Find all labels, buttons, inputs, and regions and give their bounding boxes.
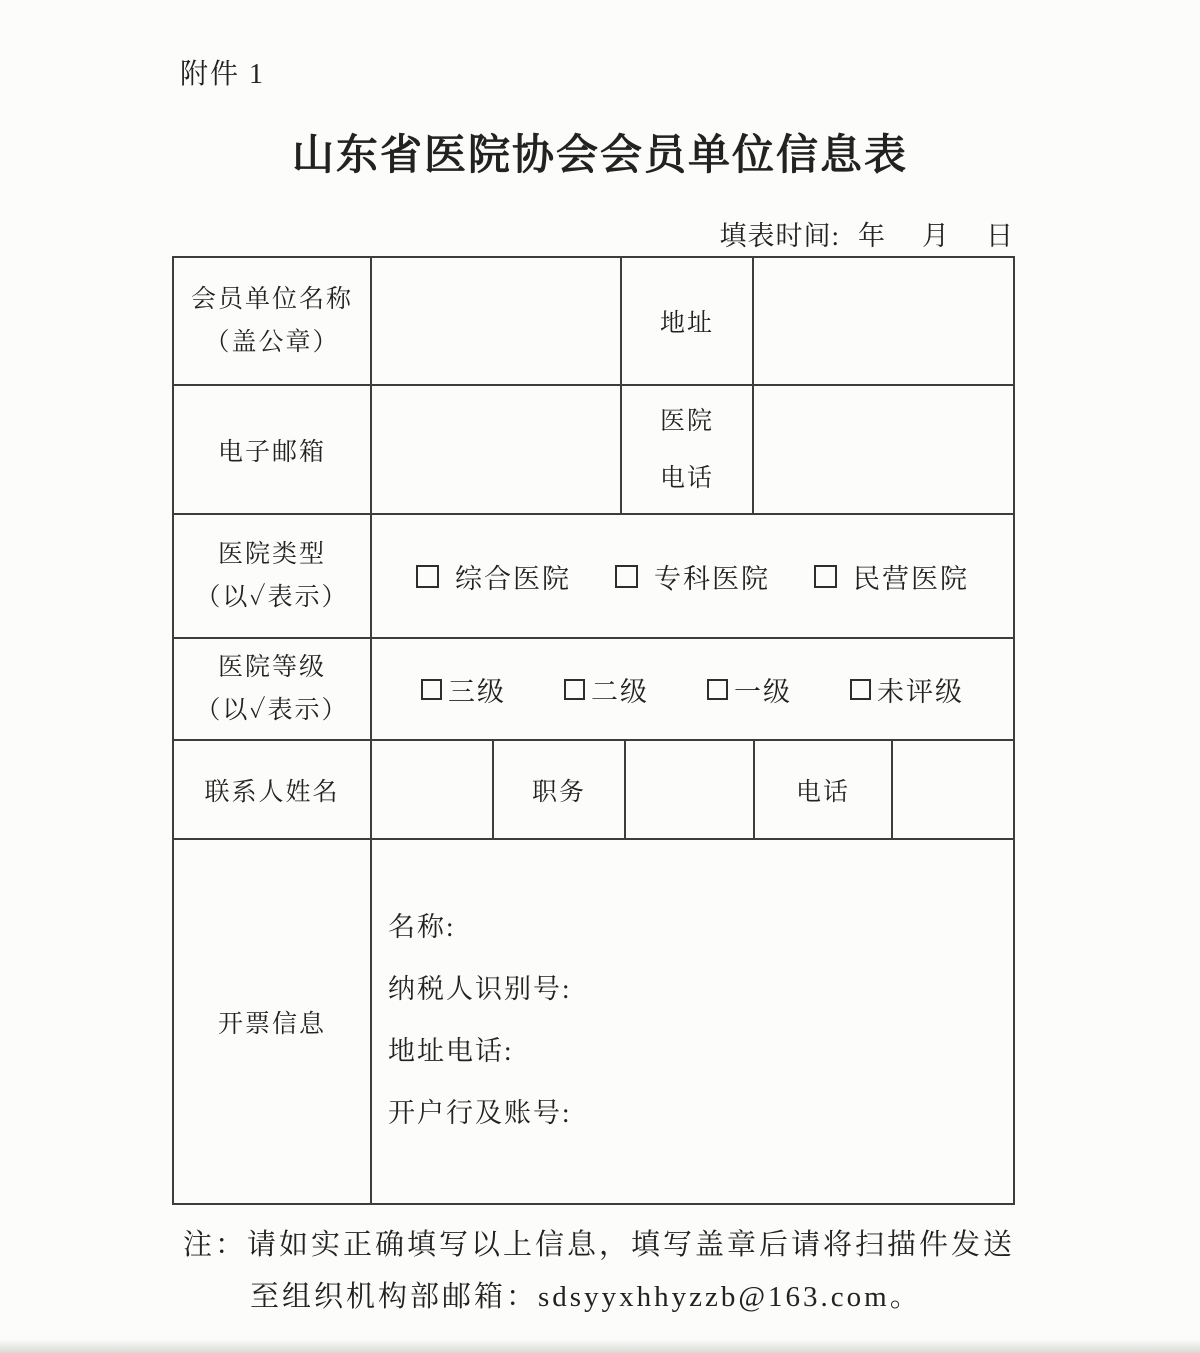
table-row-email-phone	[174, 386, 1013, 515]
table-row-contact	[174, 741, 1013, 840]
option-general-hospital-label: 综合医院	[455, 563, 571, 594]
checkbox-general-hospital-icon	[416, 565, 439, 588]
contact-title-value-cell	[626, 741, 755, 838]
checkbox-grade-two-icon	[564, 679, 585, 700]
email-value-cell	[372, 386, 622, 513]
contact-name-value-cell	[372, 741, 494, 838]
contact-name-label: 联系人姓名	[204, 778, 340, 806]
checkbox-grade-three-icon	[421, 679, 442, 700]
hospital-grade-label-line1: 医院等级	[217, 654, 326, 681]
email-label: 电子邮箱	[217, 438, 326, 466]
checkbox-private-hospital-icon	[814, 565, 837, 588]
hospital-type-options-cell	[372, 515, 1013, 637]
contact-phone-label: 电话	[795, 778, 850, 806]
option-general-hospital	[416, 557, 571, 596]
footer-note-line2: 至组织机构部邮箱：sdsyyxhhyzzb@163.com。	[250, 1281, 922, 1313]
hospital-type-label-cell	[174, 515, 372, 637]
address-value-cell	[754, 258, 1013, 384]
invoice-label-cell	[174, 840, 372, 1203]
hospital-phone-label-line2: 电话	[659, 464, 714, 492]
contact-title-label: 职务	[531, 778, 586, 806]
fill-date-day: 日	[986, 221, 1014, 251]
option-grade-unrated-label: 未评级	[877, 676, 964, 707]
checkbox-grade-one-icon	[707, 679, 728, 700]
option-grade-three-label: 三级	[448, 676, 506, 707]
option-private-hospital-label: 民营医院	[853, 563, 969, 594]
checkbox-specialty-hospital-icon	[615, 565, 638, 588]
option-grade-unrated	[850, 670, 964, 709]
footer-note-line1: 注：请如实正确填写以上信息，填写盖章后请将扫描件发送	[183, 1229, 1016, 1261]
invoice-line-taxid: 纳税人识别号:	[388, 974, 572, 1004]
member-name-label-line2: （盖公章）	[204, 329, 340, 356]
fill-date-year: 年	[858, 221, 886, 251]
hospital-phone-label-line1: 医院	[659, 407, 714, 435]
scan-artifact-band	[0, 1339, 1200, 1353]
option-grade-two-label: 二级	[591, 676, 649, 707]
invoice-detail-cell	[372, 840, 1013, 1203]
option-specialty-hospital	[615, 557, 770, 596]
hospital-phone-label-cell	[622, 386, 754, 513]
hospital-grade-label-cell	[174, 639, 372, 739]
contact-phone-value-cell	[893, 741, 1013, 838]
invoice-label: 开票信息	[217, 1010, 326, 1038]
contact-phone-label-cell	[755, 741, 893, 838]
contact-name-label-cell	[174, 741, 372, 838]
checkbox-grade-unrated-icon	[850, 679, 871, 700]
option-private-hospital	[814, 557, 969, 596]
fill-date-prefix: 填表时间:	[719, 221, 840, 251]
table-row-invoice	[174, 840, 1013, 1203]
invoice-line-bank-account: 开户行及账号:	[388, 1098, 572, 1128]
member-name-label-line1: 会员单位名称	[190, 286, 353, 313]
option-grade-one	[707, 670, 792, 709]
member-info-table	[172, 256, 1015, 1205]
hospital-type-label-line1: 医院类型	[217, 541, 326, 568]
attachment-label: 附件 1	[180, 59, 266, 90]
email-label-cell	[174, 386, 372, 513]
hospital-type-label-line2: （以✓表示）	[195, 584, 349, 611]
hospital-grade-label-line2: （以✓表示）	[195, 697, 349, 724]
fill-date-month: 月	[922, 221, 950, 251]
contact-title-label-cell	[494, 741, 626, 838]
option-grade-two	[564, 670, 649, 709]
option-grade-three	[421, 670, 506, 709]
invoice-line-address-phone: 地址电话:	[388, 1036, 514, 1066]
address-label: 地址	[659, 310, 714, 337]
member-name-label-cell	[174, 258, 372, 384]
page-title: 山东省医院协会会员单位信息表	[291, 133, 908, 179]
fill-date-line	[719, 214, 1014, 253]
table-row-hospital-type	[174, 515, 1013, 639]
table-row-member-name	[174, 258, 1013, 386]
option-grade-one-label: 一级	[734, 676, 792, 707]
table-row-hospital-grade	[174, 639, 1013, 741]
invoice-line-name: 名称:	[388, 912, 456, 942]
address-label-cell	[622, 258, 754, 384]
hospital-phone-value-cell	[754, 386, 1013, 513]
option-specialty-hospital-label: 专科医院	[654, 563, 770, 594]
hospital-grade-options-cell	[372, 639, 1013, 739]
member-name-value-cell	[372, 258, 622, 384]
